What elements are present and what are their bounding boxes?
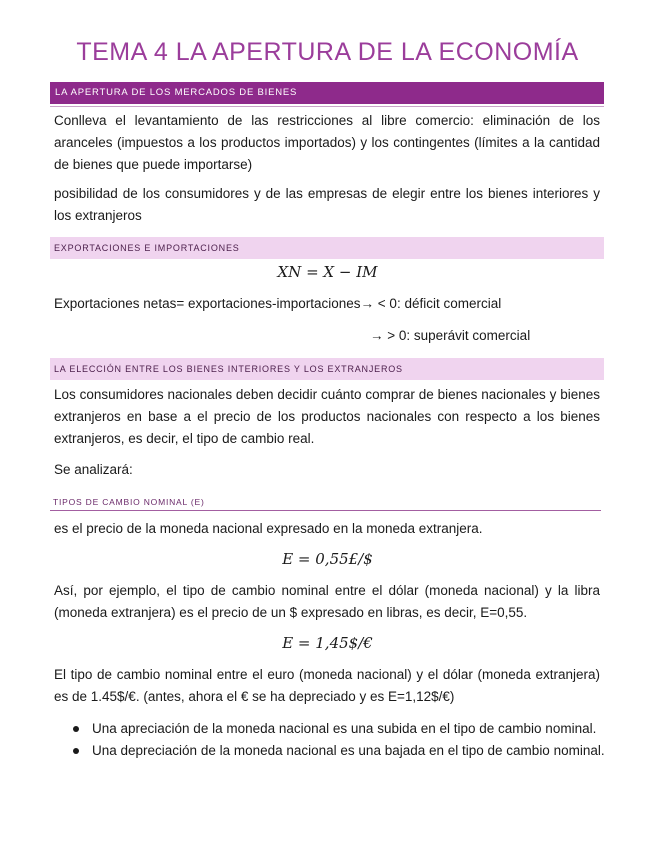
- surplus-line: → > 0: superávit comercial: [370, 328, 531, 343]
- paragraph-ejemplo: Así, por ejemplo, el tipo de cambio nominal entre el dólar (moneda nacional) y la libra (moneda extranjera) es el precio de un $ expresado en libras, es decir, E=0,55.: [54, 583, 600, 620]
- section-heading-exportaciones: EXPORTACIONES E IMPORTACIONES: [50, 237, 604, 259]
- paragraph-levantamiento: Conlleva el levantamiento de las restricciones al libre comercio: eliminación de los aranceles (impuestos a los productos importados) y los contingentes (límites a la cantidad de bienes que puede importarse): [54, 113, 600, 172]
- analyze-label: Se analizará:: [54, 462, 133, 477]
- definition-line: es el precio de la moneda nacional expresado en la moneda extranjera.: [54, 521, 483, 536]
- paragraph-posibilidad: posibilidad de los consumidores y de las empresas de elegir entre los bienes interiores y los extranjeros: [54, 186, 600, 223]
- net-exports-line: Exportaciones netas= exportaciones-importaciones→ < 0: déficit comercial: [54, 296, 502, 311]
- formula-e-libra: E = 0,55£/$: [282, 550, 373, 568]
- section-heading-eleccion: LA ELECCIÓN ENTRE LOS BIENES INTERIORES Y LOS EXTRANJEROS: [50, 358, 604, 380]
- bullet-icon: [73, 748, 79, 754]
- list-item: [54, 718, 614, 740]
- bullet-text-apreciacion: Una apreciación de la moneda nacional es una subida en el tipo de cambio nominal.: [92, 721, 597, 736]
- section-heading-tipos-cambio: TIPOS DE CAMBIO NOMINAL (E): [50, 497, 601, 511]
- bullet-text-depreciacion: Una depreciación de la moneda nacional es una bajada en el tipo de cambio nominal.: [92, 743, 605, 758]
- page-title: TEMA 4 LA APERTURA DE LA ECONOMÍA: [76, 38, 579, 66]
- bullet-icon: [73, 726, 79, 732]
- paragraph-euro-dolar: El tipo de cambio nominal entre el euro (moneda nacional) y el dólar (moneda extranjera) es de 1.45$/€. (antes, ahora el € se ha depreciado y es E=1,12$/€): [54, 667, 600, 704]
- list-item: [54, 740, 614, 762]
- paragraph-consumidores: Los consumidores nacionales deben decidir cuánto comprar de bienes nacionales y bienes extranjeros en base a el precio de los productos nacionales con respecto a los bienes extranjeros, es decir, el tipo de cambio real.: [54, 387, 600, 446]
- formula-xn: XN = X − IM: [277, 263, 378, 281]
- bullet-list: [54, 718, 614, 762]
- formula-e-euro: E = 1,45$/€: [282, 634, 373, 652]
- section-heading-mercados: LA APERTURA DE LOS MERCADOS DE BIENES: [50, 82, 604, 104]
